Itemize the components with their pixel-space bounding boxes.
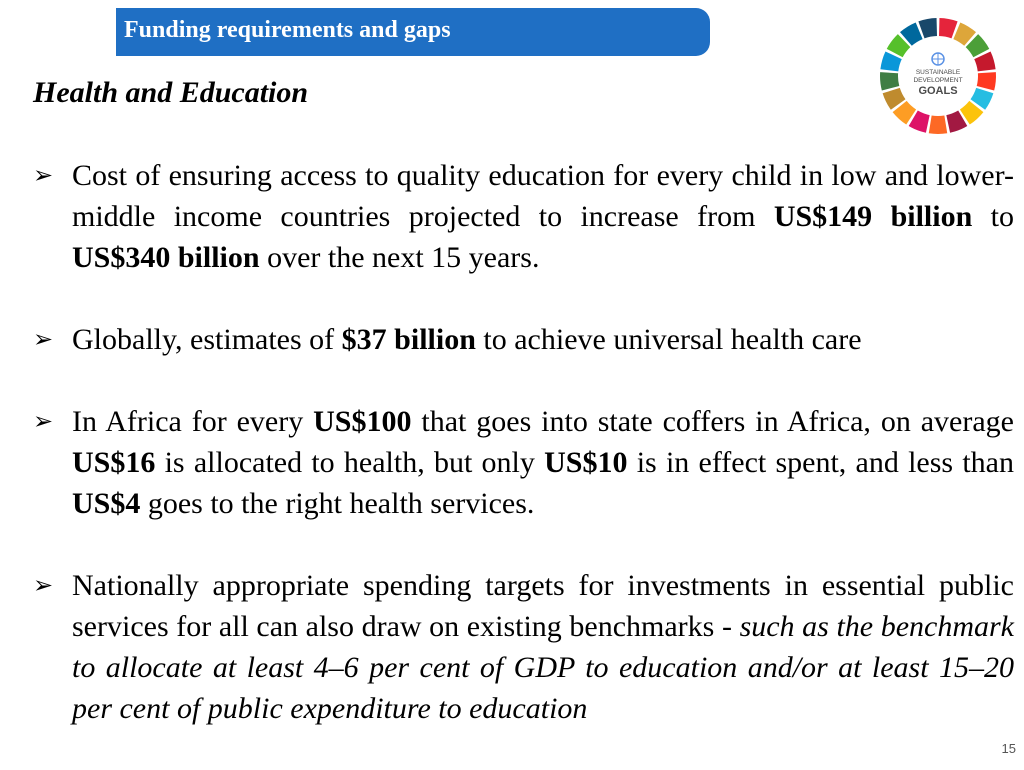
logo-text-line3: GOALS xyxy=(918,85,958,97)
logo-text-line1: SUSTAINABLE xyxy=(915,69,961,76)
title-banner xyxy=(116,8,710,56)
sdg-wheel-segment xyxy=(918,18,937,38)
bullet-arrow-icon: ➢ xyxy=(33,571,54,599)
sdg-wheel-segment xyxy=(880,72,899,90)
slide-subtitle: Health and Education xyxy=(33,76,309,109)
bullet-arrow-icon: ➢ xyxy=(33,161,54,189)
bullet-item xyxy=(33,155,1014,278)
bullet-text: In Africa for every US$100 that goes into state coffers in Africa, on average US$16 is allocated to health, but only US$10 is in effect spent, and less than US$4 goes to the right health services. xyxy=(72,405,1014,520)
un-emblem-icon xyxy=(932,53,944,65)
sdg-wheel-icon xyxy=(878,16,998,136)
bullet-text: Globally, estimates of $37 billion to achieve universal health care xyxy=(72,323,862,356)
bullet-item xyxy=(33,565,1014,729)
slide-title: Funding requirements and gaps xyxy=(124,17,451,43)
bullet-item xyxy=(33,401,1014,524)
bullet-text: Nationally appropriate spending targets for investments in essential public services for all can also draw on existing benchmarks - such as the benchmark to allocate at least 4–6 per cent of GDP to education and/or at least 15–20 per cent of public expenditure to education xyxy=(72,569,1014,725)
bullet-text: Cost of ensuring access to quality education for every child in low and lower-middle income countries projected to increase from US$149 billion to US$340 billion over the next 15 years. xyxy=(72,159,1015,274)
bullet-list xyxy=(33,155,1014,770)
sdg-wheel-segment xyxy=(977,72,996,90)
bullet-arrow-icon: ➢ xyxy=(33,407,54,435)
page-number: 15 xyxy=(1001,741,1016,756)
sdg-wheel-segment xyxy=(929,115,947,134)
logo-text-line2: DEVELOPMENT xyxy=(913,77,963,84)
bullet-arrow-icon: ➢ xyxy=(33,325,54,353)
sdg-wheel-segment xyxy=(939,18,958,38)
bullet-item xyxy=(33,319,1014,360)
